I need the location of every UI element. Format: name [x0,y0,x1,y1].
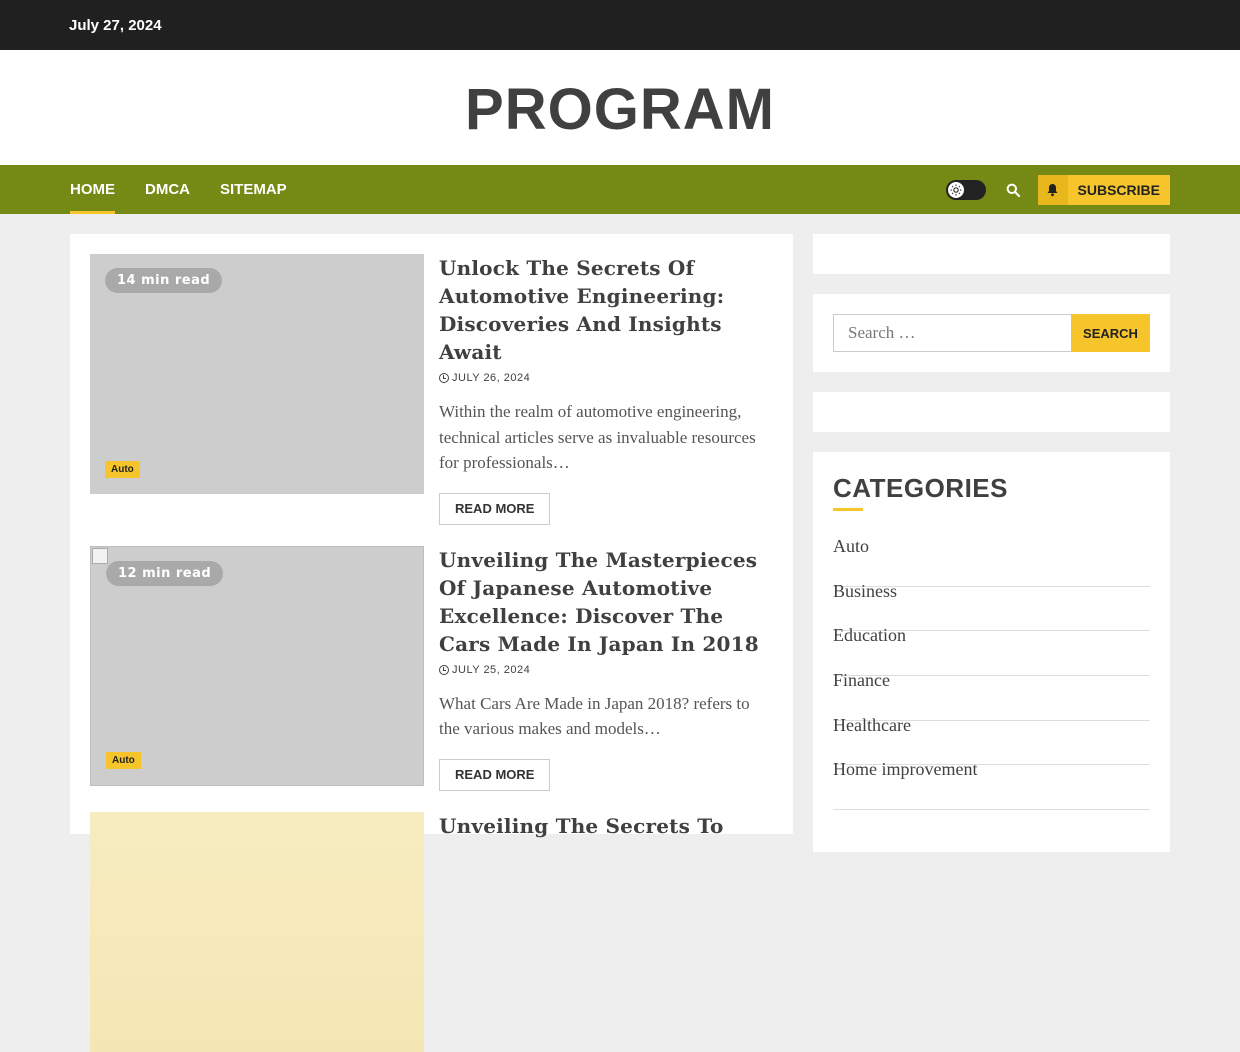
nav-item-dmca[interactable]: DMCA [145,181,190,198]
post-date [439,372,773,384]
post-date-text: JULY 25, 2024 [452,663,531,676]
read-more-button[interactable]: READ MORE [439,493,550,525]
clock-icon [439,665,449,675]
post-title[interactable]: Unlock The Secrets Of Automotive Engineering: Discoveries And Insights Await [439,256,725,364]
search-input[interactable] [833,314,1071,352]
post-body [424,812,773,1052]
clock-icon [439,373,449,383]
categories-widget [813,452,1170,852]
post-card [90,812,773,1052]
current-date: July 27, 2024 [69,16,162,34]
bell-icon [1038,175,1068,205]
post-excerpt: What Cars Are Made in Japan 2018? refers to the various makes and models… [439,693,750,738]
post-body [424,254,773,525]
search-button[interactable]: SEARCH [1071,314,1150,352]
post-list [70,234,793,838]
nav-item-sitemap[interactable]: SITEMAP [220,181,287,198]
read-time-badge: 14 min read [105,268,222,293]
category-item-home-improvement[interactable]: Home improvement [833,765,1150,810]
category-badge[interactable]: Auto [106,752,141,769]
post-card [90,546,773,791]
category-item-healthcare[interactable]: Healthcare [833,721,1150,766]
post-body [424,546,773,791]
categories-heading: CATEGORIES [833,473,1008,503]
empty-widget [813,392,1170,432]
category-badge[interactable]: Auto [105,461,140,478]
category-item-business[interactable]: Business [833,587,1150,632]
category-item-education[interactable]: Education [833,631,1150,676]
post-title[interactable]: Unveiling The Masterpieces Of Japanese Automotive Excellence: Discover The Cars Made In Japan In 2018 [439,547,759,656]
category-item-finance[interactable]: Finance [833,676,1150,721]
post-date [439,664,773,676]
sun-icon [948,182,964,198]
nav-item-home[interactable]: HOME [70,165,115,214]
post-excerpt: Within the realm of automotive engineering, technical articles serve as invaluable resources for professionals… [439,402,756,472]
nav-menu [70,165,317,214]
search-icon[interactable] [1002,179,1024,201]
top-bar [0,0,1240,50]
search-widget [813,294,1170,372]
post-thumbnail[interactable] [90,812,424,1052]
subscribe-button[interactable] [1038,175,1170,205]
post-title[interactable]: Unveiling The Secrets To [439,813,724,838]
read-more-button[interactable]: READ MORE [439,759,550,791]
category-item-auto[interactable]: Auto [833,542,1150,587]
site-title[interactable]: PROGRAM [465,77,775,142]
category-list [833,536,1150,810]
post-date-text: JULY 26, 2024 [452,372,531,384]
post-thumbnail[interactable] [90,254,424,494]
empty-widget [813,234,1170,274]
post-thumbnail[interactable] [90,546,424,786]
heading-underline [833,508,863,511]
post-card [90,254,773,525]
main-navigation [0,165,1240,214]
subscribe-label: SUBSCRIBE [1077,181,1160,198]
nav-actions [946,175,1170,205]
broken-image-icon [92,548,108,564]
read-time-badge: 12 min read [106,561,223,586]
site-header [0,50,1240,165]
dark-mode-toggle[interactable] [946,180,986,200]
sidebar [813,234,1170,872]
